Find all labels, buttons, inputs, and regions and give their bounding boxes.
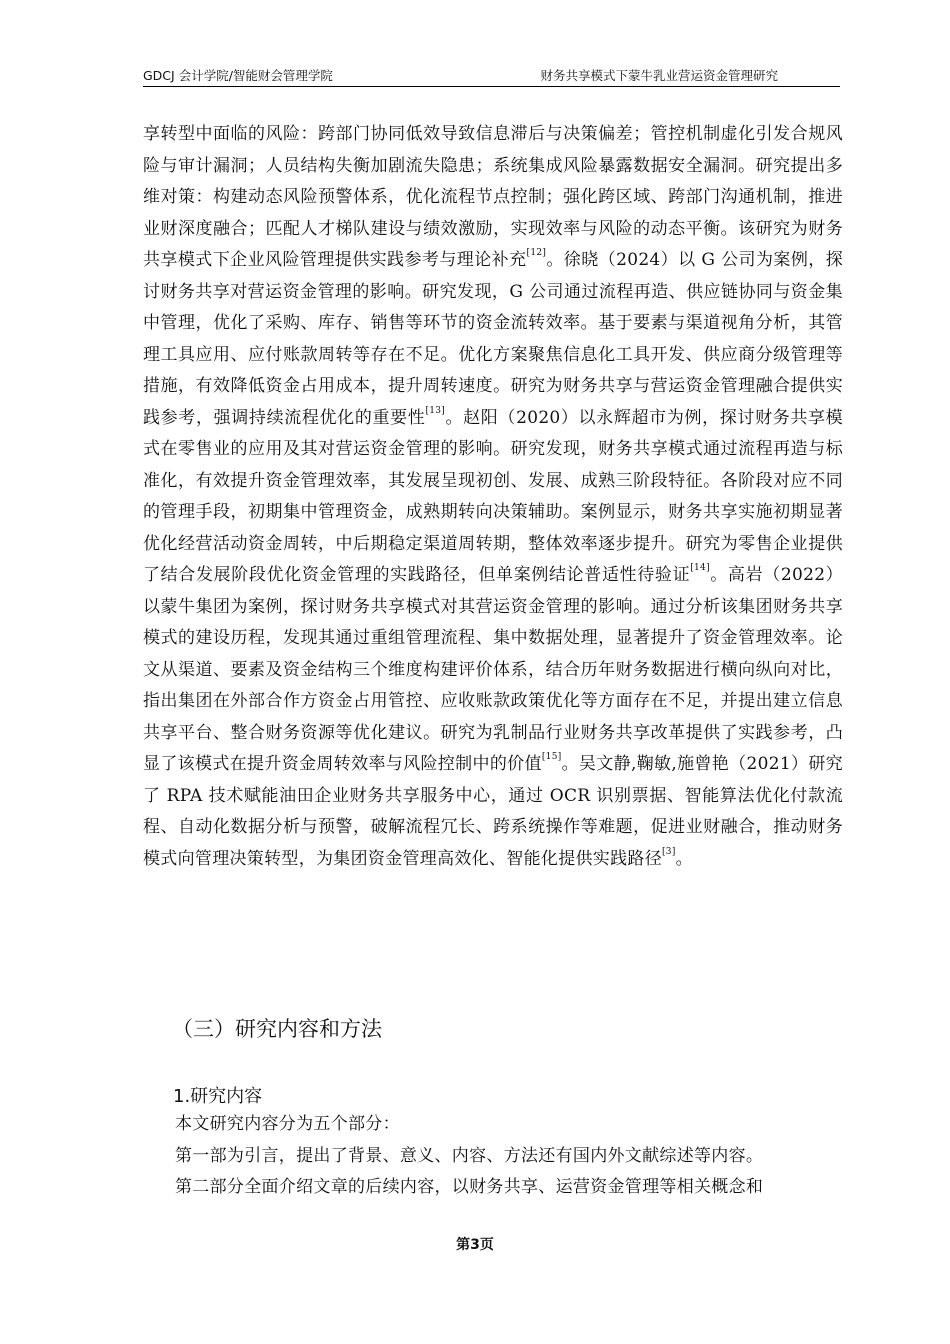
citation-15: [15] [541, 752, 562, 762]
header-institution: GDCJ 会计学院/智能财会管理学院 [143, 68, 333, 83]
citation-14: [14] [690, 563, 710, 573]
body-text [143, 119, 843, 875]
section-heading: （三）研究内容和方法 [172, 1017, 382, 1041]
subsection-heading: 1.研究内容 [173, 1086, 263, 1107]
citation-12: [12] [526, 248, 547, 258]
section-content [175, 1109, 843, 1204]
text-segment: 。 [675, 848, 693, 869]
text-segment: 享转型中面临的风险：跨部门协同低效导致信息滞后与决策偏差；管控机制虚化引发合规风险与审计漏洞；人员结构失衡加剧流失隐患；系统集成风险暴露数据安全漏洞。研究提出多维对策：构建动态风险预警体系，优化流程节点控制；强化跨区域、跨部门沟通机制，推进业财深度融合；匹配人才梯队建设与绩效激励，实现效率与风险的动态平衡。该研究为财务共享模式下企业风险管理提供实践参考与理论补充 [143, 124, 843, 270]
running-header [143, 66, 840, 87]
content-line: 第一部为引言，提出了背景、意义、内容、方法还有国内外文献综述等内容。 [175, 1145, 764, 1166]
content-line: 第二部分全面介绍文章的后续内容，以财务共享、运营资金管理等相关概念和 [175, 1177, 764, 1197]
text-segment: 。赵阳（2020）以永辉超市为例，探讨财务共享模式在零售业的应用及其对营运资金管理的影响。研究发现，财务共享模式通过流程再造与标准化，有效提升资金管理效率，其发展呈现初创、发展、成熟三阶段特征。各阶段对应不同的管理手段，初期集中管理资金，成熟期转向决策辅助。案例显示，财务共享实施初期显著优化经营活动资金周转，中后期稳定渠道周转期，整体效率逐步提升。研究为零售企业提供了结合发展阶段优化资金管理的实践路径，但单案例结论普适性待验证 [143, 407, 843, 585]
header-thesis-title: 财务共享模式下蒙牛乳业营运资金管理研究 [540, 68, 778, 83]
page-number: 第3页 [456, 1237, 494, 1253]
text-segment: 。高岩（2022）以蒙牛集团为案例，探讨财务共享模式对其营运资金管理的影响。通过分析该集团财务共享模式的建设历程，发现其通过重组管理流程、集中数据处理，显著提升了资金管理效率。论文从渠道、要素及资金结构三个维度构建评价体系，结合历年财务数据进行横向纵向对比，指出集团在外部合作方资金占用管控、应收账款政策优化等方面存在不足，并提出建立信息共享平台、整合财务资源等优化建议。研究为乳制品行业财务共享改革提供了实践参考，凸显了该模式在提升资金周转效率与风险控制中的价值 [143, 565, 843, 774]
content-line: 本文研究内容分为五个部分： [175, 1114, 400, 1134]
citation-3: [3] [662, 846, 676, 857]
text-segment: 。吴文静,鞠敏,施曾艳（2021）研究了 RPA 技术赋能油田企业财务共享服务中心，通过 OCR 识别票据、智能算法优化付款流程、自动化数据分析与预警，破解流程冗长、跨系统操作等难题，促进业财融合，推动财务模式向管理决策转型，为集团资金管理高效化、智能化提供实践路径 [143, 754, 843, 869]
paragraph-literature-review [143, 119, 843, 875]
citation-13: [13] [425, 405, 446, 416]
text-segment: 。徐晓（2024）以 G 公司为案例，探讨财务共享对营运资金管理的影响。研究发现，G 公司通过流程再造、供应链协同与资金集中管理，优化了采购、库存、销售等环节的资金流转效率。基于要素与渠道视角分析，其管理工具应用、应付账款周转等存在不足。优化方案聚焦信息化工具开发、供应商分级管理等措施，有效降低资金占用成本，提升周转速度。研究为财务共享与营运资金管理融合提供实践参考，强调持续流程优化的重要性 [143, 250, 843, 428]
